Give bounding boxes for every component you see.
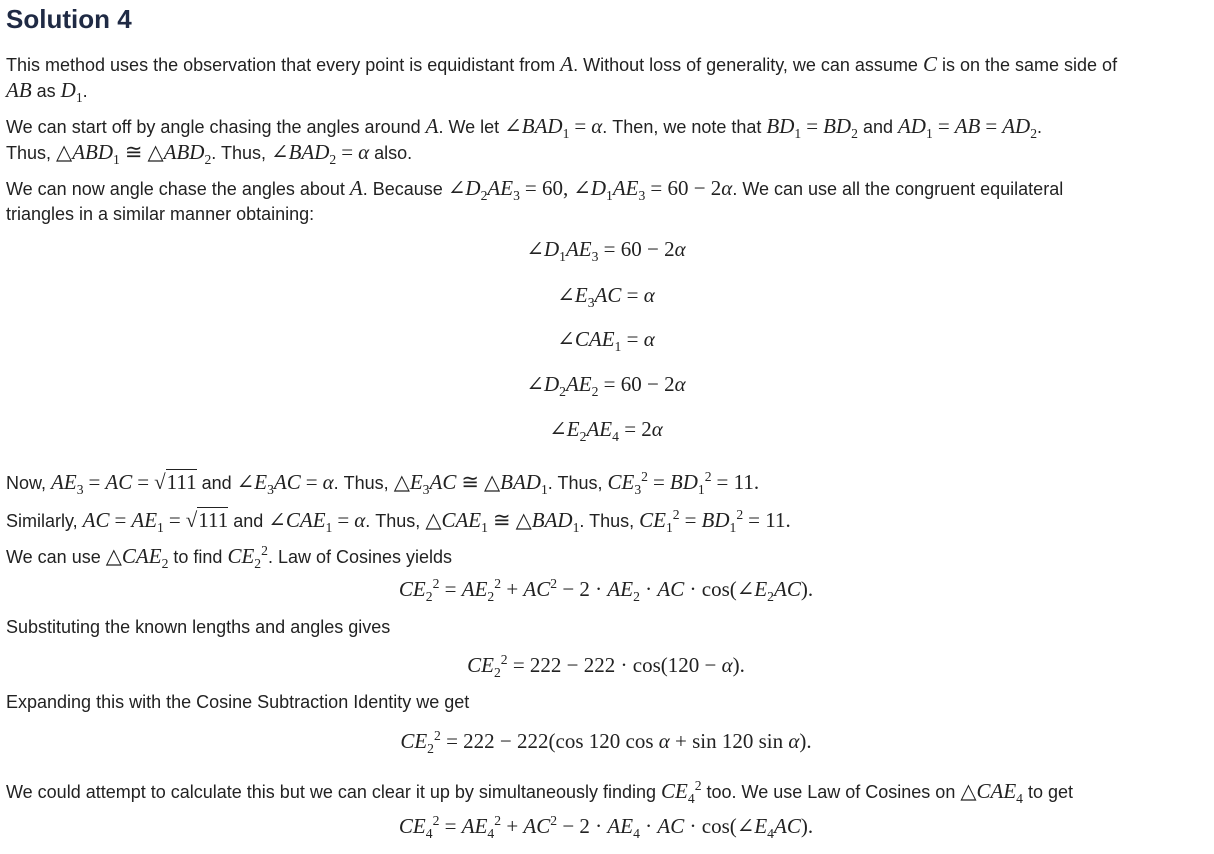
text-span: too. We use Law of Cosines on: [701, 782, 961, 802]
text-span: . Thus,: [333, 473, 394, 493]
equation-law-of-cosines-1: $CE_2^2 = AE_2^2 + AC^2 - 2 \cdot AE_2$ · AC · $\cos(\angle E_2AC)$.: [398, 576, 814, 605]
paragraph-8: [6, 690, 469, 714]
text-span: Expanding this with the Cosine Subtraction Identity we get: [6, 692, 470, 712]
text-span: Substituting the known lengths and angles gives: [6, 617, 391, 637]
text-span: We can start off by angle chasing the angles around: [6, 117, 426, 137]
equation-angle-1: $\angle D_1AE_3 = 60 - 2\alpha$: [526, 237, 686, 265]
text-span: Similarly,: [6, 511, 83, 531]
text-span: . Without loss of generality, we can assume: [573, 55, 923, 75]
section-heading: Solution 4: [6, 4, 132, 34]
paragraph-3-line-1: We can now angle chase the angles about A. Because $\angle D_2AE_3 = 60$, $\angle D_1AE_3 = 60 - 2\alpha$. We can use all the congruent equilateral: [6, 176, 1064, 204]
text-span: Thus,: [6, 143, 57, 163]
paragraph-1-line-1: This method uses the observation that every point is equidistant from A. Without loss of generality, we can assume C is on the same side of: [6, 52, 1118, 76]
equation-expanded: $CE_2^2 = 222 - 222(\cos$ 120 cos α + sin 120 sin α).: [400, 728, 812, 757]
paragraph-1-line-2: AB as $D_1$.: [6, 78, 88, 106]
equation-angle-2: $\angle E_3AC = \alpha$: [557, 283, 655, 311]
text-span: to find: [168, 547, 228, 567]
equation-law-of-cosines-2: $CE_4^2 = AE_4^2 + AC^2 - 2 \cdot AE_4$ · AC · $\cos(\angle E_4AC)$.: [398, 813, 814, 842]
equation-angle-5: $\angle E_2AE_4 = 2\alpha$: [549, 417, 663, 445]
paragraph-3-line-2: [6, 202, 314, 226]
text-span: . Thus,: [211, 143, 271, 163]
equation-angle-4: $\angle D_2AE_2 = 60 - 2\alpha$: [526, 372, 686, 400]
text-span: Now,: [6, 473, 52, 493]
text-span: and: [857, 117, 898, 137]
text-span: We can use: [6, 547, 106, 567]
text-span: . Law of Cosines yields: [267, 547, 453, 567]
paragraph-2-line-2: Thus, $\triangle ABD_1$ ≅ $\triangle ABD_2$. Thus, $\angle BAD_2 = \alpha$ also.: [6, 140, 413, 168]
text-span: to get: [1022, 782, 1074, 802]
equation-angle-3: $\angle CAE_1 = \alpha$: [557, 327, 655, 355]
text-span: We can now angle chase the angles about: [6, 179, 350, 199]
text-span: also.: [369, 143, 413, 163]
text-span: . We let: [438, 117, 505, 137]
text-span: This method uses the observation that every point is equidistant from: [6, 55, 561, 75]
text-span: . Because: [362, 179, 448, 199]
text-span: . Then, we note that: [602, 117, 767, 137]
text-span: triangles in a similar manner obtaining:: [6, 204, 315, 224]
paragraph-2-line-1: We can start off by angle chasing the angles around A. We let $\angle BAD_1 = \alpha$. Then, we note that $BD_1 = BD_2$ and $AD_1$ = AB = $AD_2$.: [6, 114, 1043, 142]
text-span: . Thus,: [365, 511, 426, 531]
text-span: as: [31, 81, 61, 101]
paragraph-6: We can use $\triangle CAE_2$ to find $CE_2^2$. Law of Cosines yields: [6, 543, 453, 572]
paragraph-9: We could attempt to calculate this but we can clear it up by simultaneously finding $CE_4^2$ too. We use Law of Cosines on $\triangle CAE_4$ to get: [6, 778, 1074, 807]
text-span: and: [196, 473, 237, 493]
text-span: We could attempt to calculate this but we can clear it up by simultaneously finding: [6, 782, 662, 802]
text-span: . Thus,: [579, 511, 640, 531]
text-span: and: [228, 511, 269, 531]
text-span: . Thus,: [547, 473, 608, 493]
paragraph-5: Similarly, AC = $AE_1 = √111$ and $\angle CAE_1 = \alpha$. Thus, $\triangle CAE_1$ ≅ $\triangle BAD_1$. Thus, $CE_1^2 = BD_1^2 = 11$.: [6, 507, 791, 536]
paragraph-7: [6, 615, 390, 639]
text-span: is on the same side of: [936, 55, 1118, 75]
text-span: . We can use all the congruent equilateral: [732, 179, 1064, 199]
paragraph-4: Now, $AE_3$ = AC = √111 and $\angle E_3AC = \alpha$. Thus, $\triangle E_3AC$ ≅ $\triangle BAD_1$. Thus, $CE_3^2 = BD_1^2 = 11$.: [6, 469, 760, 498]
equation-substituted: $CE_2^2 = 222 - 222 \cdot \cos(120 - \alpha)$.: [467, 652, 745, 681]
